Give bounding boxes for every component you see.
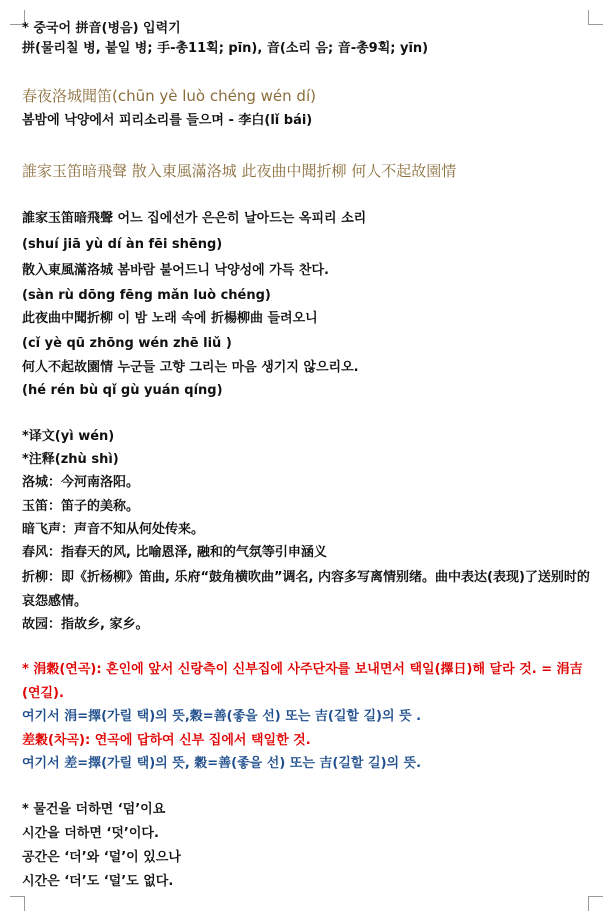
term-1-definition: * 涓穀(연곡): 혼인에 앞서 신랑측이 신부집에 사주단자를 보내면서 택일(擇日)해 달라 것. = 涓吉(연길). <box>22 662 583 701</box>
poem-line-1-pinyin: (shuí jiā yù dí àn fēi shēng) <box>22 237 223 252</box>
closing-line-2: 시간을 더하면 ‘덧’이다. <box>22 826 159 841</box>
poem-full: 誰家玉笛暗飛聲 散入東風滿洛城 此夜曲中聞折柳 何人不起故園情 <box>22 162 457 180</box>
term-1-explanation: 여기서 涓=擇(가릴 택)의 뜻,穀=善(좋을 선) 또는 吉(길할 길)의 뜻 . <box>22 709 422 724</box>
closing-line-4: 시간은 ‘더’도 ‘덜’도 없다. <box>22 874 174 889</box>
poem-line-1: 誰家玉笛暗飛聲 어느 집에선가 은은히 날아드는 옥피리 소리 <box>22 211 367 226</box>
closing-line-1: * 물건을 더하면 ‘덤’이요 <box>22 802 166 817</box>
poem-line-3-pinyin: (cǐ yè qū zhōng wén zhē liǔ ) <box>22 336 232 351</box>
page-corner-bottom-right <box>588 896 603 911</box>
note-item: 玉笛：笛子的美称。 <box>22 499 140 514</box>
poem-line-3: 此夜曲中聞折柳 이 밤 노래 속에 折楊柳曲 들려오니 <box>22 311 318 326</box>
poem-line-4: 何人不起故園情 누군들 고향 그리는 마음 생기지 않으리오. <box>22 360 359 375</box>
note-item: 折柳：即《折杨柳》笛曲, 乐府“鼓角横吹曲”调名, 内容多写离情别绪。曲中表达(表现)了送别时的哀怨感情。 <box>22 570 590 609</box>
term-2-explanation: 여기서 差=擇(가릴 택)의 뜻, 穀=善(좋을 선) 또는 吉(길할 길)의 뜻. <box>22 756 422 771</box>
poem-line-2-pinyin: (sàn rù dōng fēng mǎn luò chéng) <box>22 288 271 303</box>
closing-line-3: 공간은 ‘더’와 ‘덜’이 있으나 <box>22 850 181 865</box>
pinyin-definition: 拼(물리칠 병, 붙일 병; 手-총11획; pīn), 音(소리 음; 音-총9획; yīn) <box>22 41 429 56</box>
notes-annotation: *注释(zhù shì) <box>22 452 119 467</box>
page-title: * 중국어 拼音(병음) 입력기 <box>22 21 181 36</box>
term-2-definition: 差穀(차곡): 연곡에 답하여 신부 집에서 택일한 것. <box>22 733 311 748</box>
page-corner-bottom-left <box>10 896 25 911</box>
poem-line-4-pinyin: (hé rén bù qǐ gù yuán qíng) <box>22 383 223 398</box>
poem-title: 春夜洛城聞笛(chūn yè luò chéng wén dí) <box>22 87 316 105</box>
note-item: 春风：指春天的风, 比喻恩泽, 融和的气氛等引申涵义 <box>22 545 327 560</box>
note-item: 洛城：今河南洛阳。 <box>22 475 140 490</box>
note-item: 故园：指故乡, 家乡。 <box>22 617 149 632</box>
poem-line-2: 散入東風滿洛城 봄바람 불어드니 낙양성에 가득 찬다. <box>22 263 329 278</box>
notes-translation: *译文(yì wén) <box>22 429 115 444</box>
poem-subtitle: 봄밤에 낙양에서 피리소리를 들으며 - 李白(lǐ bái) <box>22 113 313 128</box>
note-item: 暗飞声：声音不知从何处传来。 <box>22 522 205 537</box>
